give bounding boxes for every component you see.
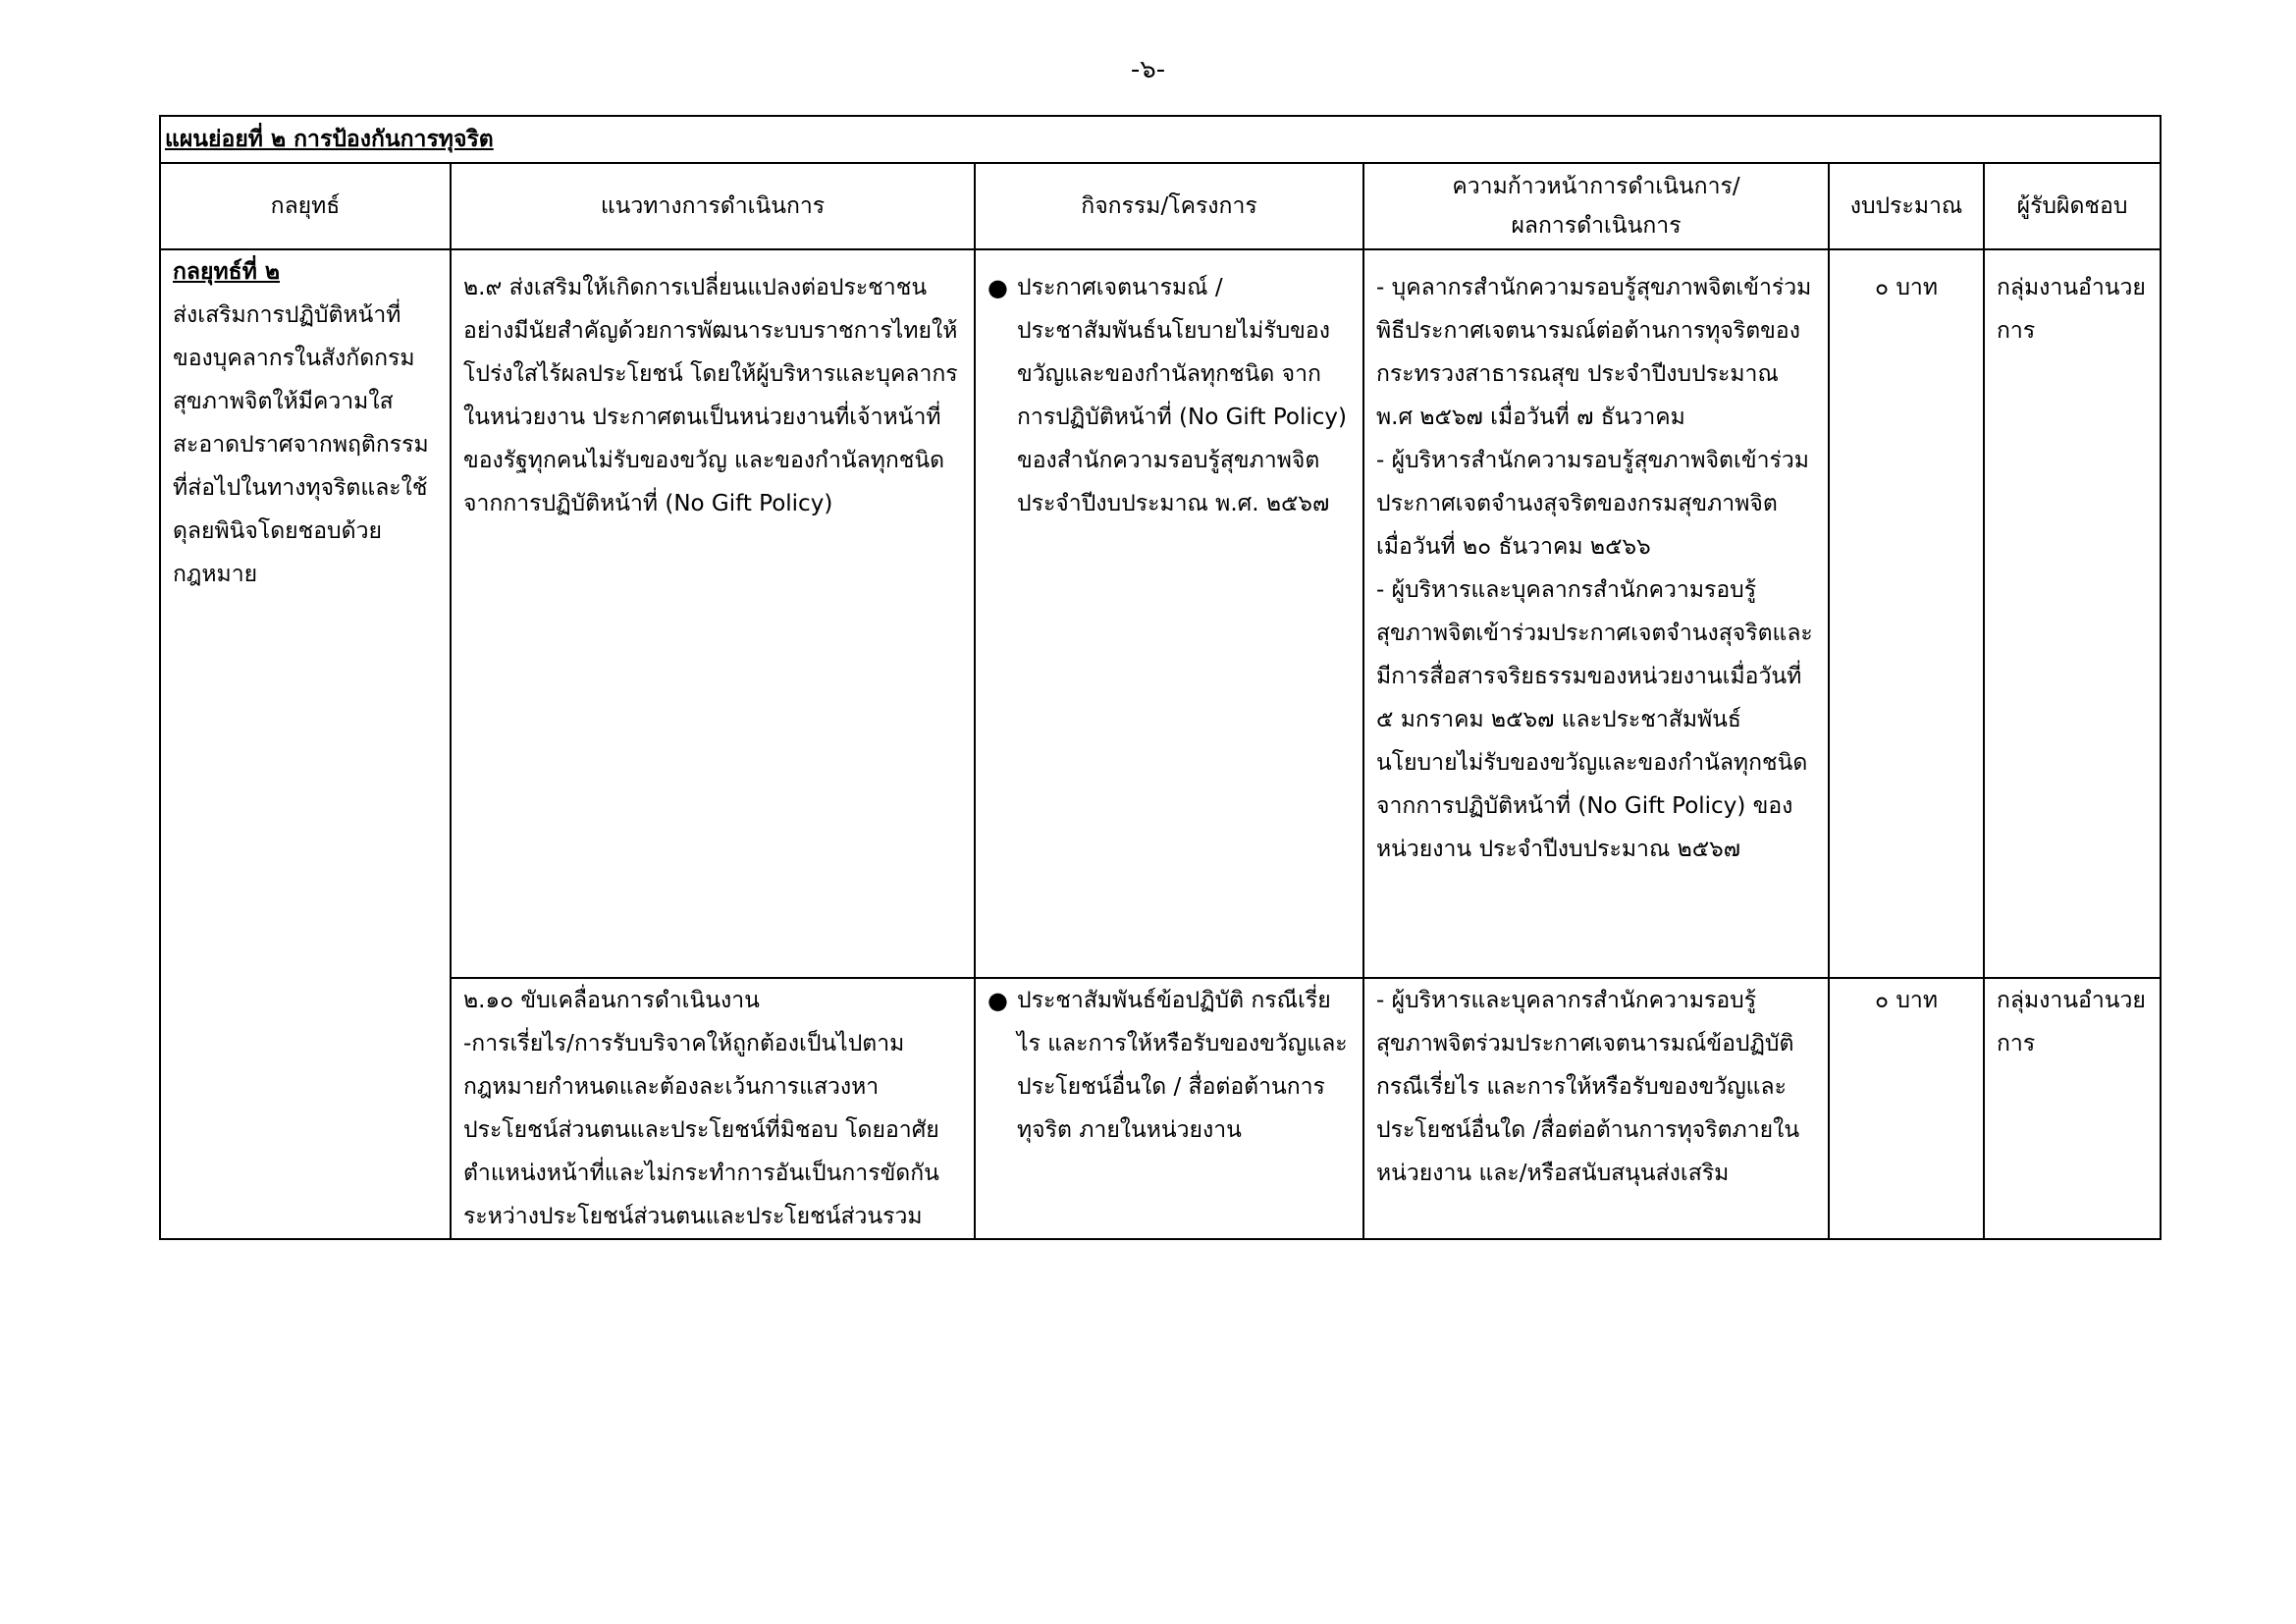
- strategy-text: ส่งเสริมการปฏิบัติหน้าที่ของบุคลากรในสังกัดกรมสุขภาพจิตให้มีความใสสะอาดปราศจากพฤติกรรมที่ส่อไปในทางทุจริตและใช้ดุลยพินิจโดยชอบด้วยกฎหมาย: [173, 302, 429, 587]
- responsible-cell: [1984, 249, 2161, 978]
- bullet-icon: ●: [988, 987, 1008, 1014]
- header-responsible: ผู้รับผิดชอบ: [1984, 163, 2161, 249]
- approach-text: ๒.๙ ส่งเสริมให้เกิดการเปลี่ยนแปลงต่อประชาชนอย่างมีนัยสำคัญด้วยการพัฒนาระบบราชการไทยให้โปร่งใสไร้ผลประโยชน์ โดยให้ผู้บริหารและบุคลากรในหน่วยงาน ประกาศตนเป็นหน่วยงานที่เจ้าหน้าที่ของรัฐทุกคนไม่รับของขวัญ และของกำนัลทุกชนิดจากการปฏิบัติหน้าที่ (No Gift Policy): [463, 275, 958, 516]
- responsible-cell: [1984, 978, 2161, 1239]
- budget-cell: [1829, 249, 1984, 978]
- page-number: -๖-: [1130, 55, 1166, 84]
- header-progress: [1363, 163, 1829, 249]
- progress-item: - ผู้บริหารและบุคลากรสำนักความรอบรู้สุขภาพจิตเข้าร่วมประกาศเจตจำนงสุจริตและมีการสื่อสารจริยธรรมของหน่วยงานเมื่อวันที่ ๕ มกราคม ๒๕๖๗ และประชาสัมพันธ์นโยบายไม่รับของขวัญและของกำนัลทุกชนิด จากการปฏิบัติหน้าที่ (No Gift Policy) ของหน่วยงาน ประจำปีงบประมาณ ๒๕๖๗: [1376, 577, 1813, 862]
- responsible-value: กลุ่มงานอำนวยการ: [1997, 988, 2146, 1056]
- budget-value: ๐ บาท: [1874, 275, 1939, 300]
- budget-cell: [1829, 978, 1984, 1239]
- bullet-icon: ●: [988, 274, 1008, 301]
- header-progress-line2: ผลการดำเนินการ: [1511, 213, 1682, 239]
- budget-value: ๐ บาท: [1874, 988, 1939, 1013]
- activity-text: ประกาศเจตนารมณ์ / ประชาสัมพันธ์นโยบายไม่รับของขวัญและของกำนัลทุกชนิด จากการปฏิบัติหน้าที่ (No Gift Policy) ของสำนักความรอบรู้สุขภาพจิต ประจำปีงบประมาณ พ.ศ. ๒๕๖๗: [1017, 275, 1347, 516]
- progress-cell: [1363, 249, 1829, 978]
- plan-table: [159, 115, 2162, 1240]
- header-approach: แนวทางการดำเนินการ: [451, 163, 975, 249]
- plan-title-cell: [160, 116, 2161, 163]
- progress-item: - ผู้บริหารสำนักความรอบรู้สุขภาพจิตเข้าร่วมประกาศเจตจำนงสุจริตของกรมสุขภาพจิต เมื่อวันที่ ๒๐ ธันวาคม ๒๕๖๖: [1376, 448, 1809, 560]
- plan-title: แผนย่อยที่ ๒ การป้องกันการทุจริต: [165, 127, 494, 152]
- approach-cell: [451, 249, 975, 978]
- strategy-cell: [160, 249, 451, 1239]
- plan-title-row: [160, 116, 2161, 163]
- table-row: [160, 978, 2161, 1239]
- activity-cell: [975, 978, 1363, 1239]
- approach-text: -การเรี่ยไร/การรับบริจาคให้ถูกต้องเป็นไปตามกฎหมายกำหนดและต้องละเว้นการแสวงหาประโยชน์ส่วนตนและประโยชน์ที่มิชอบ โดยอาศัยตำแหน่งหน้าที่และไม่กระทำการอันเป็นการขัดกันระหว่างประโยชน์ส่วนตนและประโยชน์ส่วนรวม: [463, 1031, 939, 1229]
- strategy-title: กลยุทธ์ที่ ๒: [173, 259, 281, 285]
- header-budget: งบประมาณ: [1829, 163, 1984, 249]
- progress-item: - ผู้บริหารและบุคลากรสำนักความรอบรู้สุขภาพจิตร่วมประกาศเจตนารมณ์ข้อปฏิบัติกรณีเรี่ยไร และการให้หรือรับของขวัญและประโยชน์อื่นใด /สื่อต่อต้านการทุจริตภายในหน่วยงาน และ/หรือสนับสนุนส่งเสริม: [1376, 988, 1800, 1186]
- header-activity: กิจกรรม/โครงการ: [975, 163, 1363, 249]
- responsible-value: กลุ่มงานอำนวยการ: [1997, 275, 2146, 344]
- approach-title: ๒.๑๐ ขับเคลื่อนการดำเนินงาน: [463, 988, 760, 1013]
- header-progress-line1: ความก้าวหน้าการดำเนินการ/: [1452, 174, 1740, 199]
- progress-cell: [1363, 978, 1829, 1239]
- activity-text: ประชาสัมพันธ์ข้อปฏิบัติ กรณีเรี่ยไร และการให้หรือรับของขวัญและประโยชน์อื่นใด / สื่อต่อต้านการทุจริต ภายในหน่วยงาน: [1017, 988, 1348, 1143]
- progress-item: - บุคลากรสำนักความรอบรู้สุขภาพจิตเข้าร่วมพิธีประกาศเจตนารมณ์ต่อต้านการทุจริตของกระทรวงสาธารณสุข ประจำปีงบประมาณ พ.ศ ๒๕๖๗ เมื่อวันที่ ๗ ธันวาคม: [1376, 275, 1812, 430]
- activity-cell: [975, 249, 1363, 978]
- header-row: [160, 163, 2161, 249]
- approach-cell: [451, 978, 975, 1239]
- table-row: [160, 249, 2161, 978]
- header-strategy: กลยุทธ์: [160, 163, 451, 249]
